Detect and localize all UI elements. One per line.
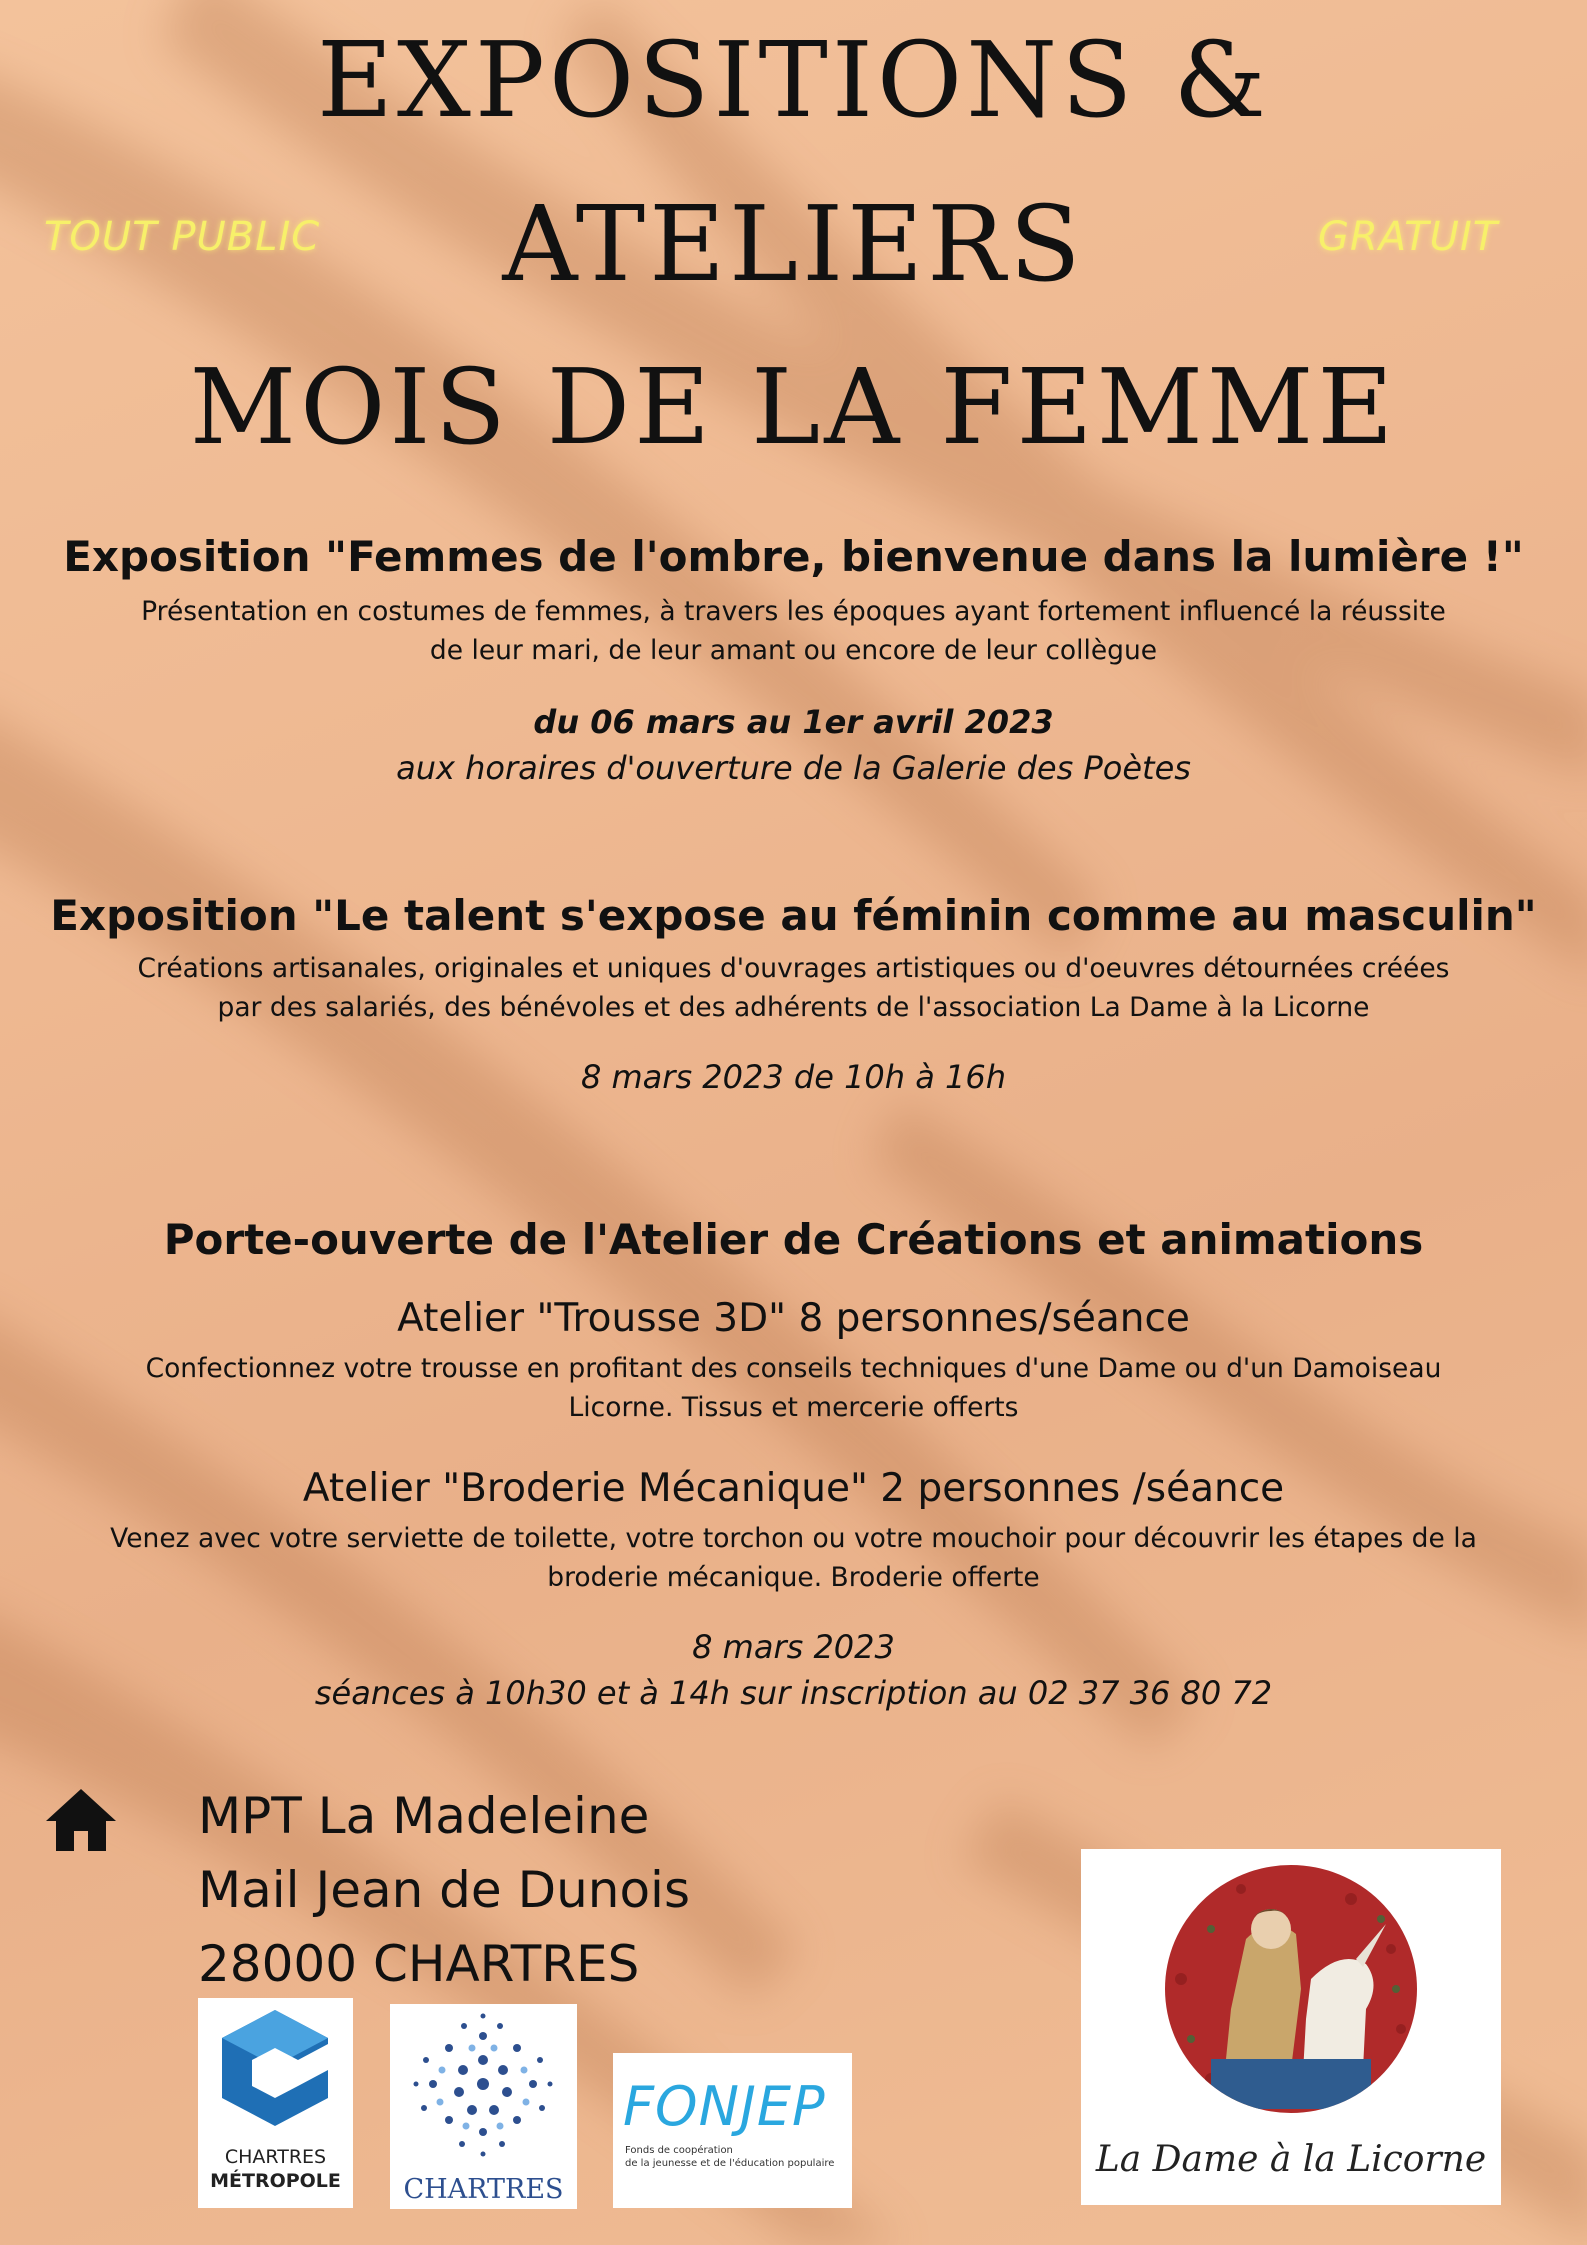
chartres-rosette-icon xyxy=(390,2004,577,2174)
address-line-2: Mail Jean de Dunois xyxy=(198,1861,690,1919)
expo1-desc-line-2: de leur mari, de leur amant ou encore de leur collègue xyxy=(429,635,1158,666)
atelier-sessions: séances à 10h30 et à 14h sur inscription au 02 37 36 80 72 xyxy=(314,1674,1273,1712)
title-line-2: ATELIERS xyxy=(502,183,1085,305)
expo2-desc-line-2: par des salariés, des bénévoles et des adhérents de l'association La Dame à la Licorne xyxy=(217,992,1370,1023)
fonjep-sub-line-2: de la jeunesse et de l'éducation populaire xyxy=(625,2158,835,2169)
tapestry-medallion-icon xyxy=(1151,1859,1431,2119)
fonjep-logo xyxy=(613,2053,852,2208)
expo1-hours: aux horaires d'ouverture de la Galerie des Poètes xyxy=(396,749,1191,787)
atelier-broderie-title: Atelier "Broderie Mécanique" 2 personnes /séance xyxy=(302,1466,1285,1511)
title-line-1: EXPOSITIONS & xyxy=(316,19,1271,141)
expo2-title: Exposition "Le talent s'expose au féminin comme au masculin" xyxy=(50,891,1537,940)
metropole-cube-icon xyxy=(198,1998,353,2148)
expo2-date: 8 mars 2023 de 10h à 16h xyxy=(580,1058,1007,1096)
expo1-desc-line-1: Présentation en costumes de femmes, à travers les époques ayant fortement influencé la réussite xyxy=(141,596,1446,627)
dame-licorne-logo xyxy=(1081,1849,1501,2205)
expo2-desc-line-1: Créations artisanales, originales et uniques d'ouvrages artistiques ou d'oeuvres détournées créées xyxy=(137,953,1450,984)
home-icon xyxy=(44,1787,118,1853)
atelier-title: Porte-ouverte de l'Atelier de Créations et animations xyxy=(163,1215,1424,1264)
address-line-3: 28000 CHARTRES xyxy=(198,1935,640,1993)
atelier-trousse-title: Atelier "Trousse 3D" 8 personnes/séance xyxy=(397,1296,1190,1341)
metropole-text-line-2: MÉTROPOLE xyxy=(210,2170,341,2192)
tag-tout-public: TOUT PUBLIC xyxy=(44,214,321,260)
metropole-text-line-1: CHARTRES xyxy=(224,2146,327,2168)
expo1-date: du 06 mars au 1er avril 2023 xyxy=(533,703,1054,741)
dame-licorne-text: La Dame à la Licorne xyxy=(1095,2139,1487,2180)
fonjep-text: FONJEP xyxy=(623,2075,826,2138)
expo1-title: Exposition "Femmes de l'ombre, bienvenue dans la lumière !" xyxy=(63,532,1524,581)
atelier-trousse-desc-line-2: Licorne. Tissus et mercerie offerts xyxy=(568,1392,1019,1423)
chartres-metropole-logo xyxy=(198,1998,353,2208)
atelier-date: 8 mars 2023 xyxy=(692,1628,895,1666)
atelier-trousse-desc-line-1: Confectionnez votre trousse en profitant des conseils techniques d'une Dame ou d'un Damoiseau xyxy=(145,1353,1442,1384)
address-line-1: MPT La Madeleine xyxy=(198,1787,650,1845)
atelier-broderie-desc-line-1: Venez avec votre serviette de toilette, votre torchon ou votre mouchoir pour découvrir les étapes de la xyxy=(110,1523,1477,1554)
tag-gratuit: GRATUIT xyxy=(1318,214,1499,260)
title-line-3: MOIS DE LA FEMME xyxy=(189,346,1398,468)
atelier-broderie-desc-line-2: broderie mécanique. Broderie offerte xyxy=(547,1562,1040,1593)
chartres-logo xyxy=(390,2004,577,2209)
fonjep-sub-line-1: Fonds de coopération xyxy=(625,2145,733,2156)
chartres-text: CHARTRES xyxy=(403,2174,564,2205)
